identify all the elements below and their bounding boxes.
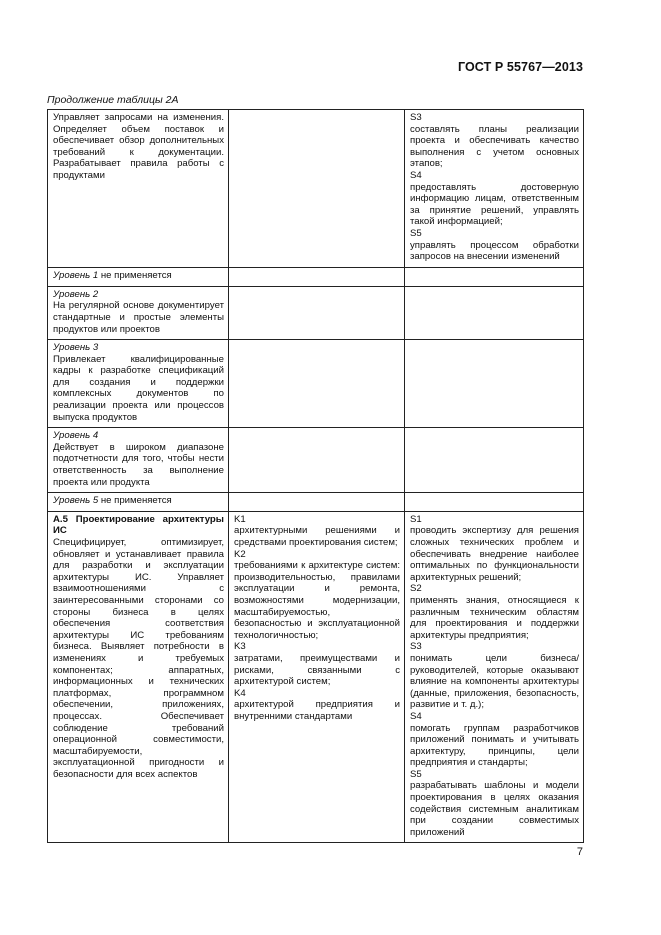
table-cell-knowledge <box>229 428 405 493</box>
skill-code: S4 <box>410 710 422 722</box>
level-text: На регулярной основе документирует стандартные и простые элементы продуктов или проектов <box>53 300 224 335</box>
level-label: Уровень 3 <box>53 342 99 354</box>
skill-text: разрабатывать шаблоны и модели проектирования в целях оказания содействия системным аналитикам при создании совместимых приложений <box>410 780 579 838</box>
table-cell-description <box>48 340 229 428</box>
table-cell-description <box>48 267 229 286</box>
table-cell-knowledge <box>229 267 405 286</box>
table-cell-description: Управляет запросами на изменения. Определяет объем поставок и обеспечивает обзор дополнительных требований к документации. Разрабатывает правила работы с продуктами <box>48 110 229 268</box>
level-label: Уровень 5 <box>53 495 99 507</box>
knowledge-text: требованиями к архитектуре систем: производительностью, правилами эксплуатации и ремонта, возможностями модернизации, масштабируемостью, безопасностью и эксплуатационной технологичностью; <box>234 560 400 641</box>
table-cell-skills <box>405 267 584 286</box>
table-cell-knowledge <box>229 110 405 268</box>
knowledge-text: архитектурой предприятия и внутренними стандартами <box>234 699 400 722</box>
level-note: не применяется <box>98 495 172 507</box>
table-row <box>48 493 584 512</box>
skill-text: понимать цели бизнеса/руководителей, которые оказывают влияние на компоненты архитектуры (данные, приложения, безопасность, развитие и т. д.); <box>410 652 579 711</box>
table-cell-description <box>48 493 229 512</box>
table-row <box>48 110 584 268</box>
table-cell-skills <box>405 493 584 512</box>
skill-code: S4 <box>410 169 422 181</box>
level-note: не применяется <box>98 269 172 281</box>
knowledge-text: затратами, преимуществами и рисками, связанными с архитектурой систем; <box>234 652 400 688</box>
knowledge-code: K3 <box>234 641 246 653</box>
table-row <box>48 428 584 493</box>
skill-code: S2 <box>410 583 422 595</box>
table-row <box>48 267 584 286</box>
table-cell-skills <box>405 340 584 428</box>
competence-description: Специфицирует, оптимизирует, обновляет и устанавливает правила для разработки и эксплуатации архитектуры ИС. Управляет взаимоотношениями с заинтересованными сторонами со стороны бизнеса в целях обеспечения соответствия архитектуры ИС требованиям бизнеса. Выявляет потребности в изменениях и требуемых компонентах; аппаратных, информационных и технических платформах, программном обеспечении, приложениях, процессах. Обеспечивает соблюдение требований операционной совместимости, масштабируемости, эксплуатационной пригодности и безопасности для всех аспектов <box>53 537 224 780</box>
table-row <box>48 511 584 843</box>
level-label: Уровень 1 <box>53 269 99 281</box>
table-row <box>48 340 584 428</box>
table-cell-description <box>48 428 229 493</box>
table-cell-skills <box>405 428 584 493</box>
page-number: 7 <box>576 846 583 858</box>
knowledge-code: K4 <box>234 687 246 699</box>
competence-title: А.5 Проектирование архитектуры ИС <box>53 513 224 537</box>
table-cell-description <box>48 286 229 339</box>
knowledge-code: K1 <box>234 513 246 525</box>
table-cell-knowledge <box>229 511 405 843</box>
skill-text: проводить экспертизу для решения сложных технических проблем и обеспечивать внедрение наиболее оптимальных по функциональности архитектурных решений; <box>410 525 579 583</box>
table-cell-skills <box>405 286 584 339</box>
skill-text: составлять планы реализации проекта и обеспечивать качество выполнения с учетом основных этапов; <box>410 123 579 170</box>
skill-code: S3 <box>410 112 422 123</box>
table-cell-skills <box>405 110 584 268</box>
skill-text: предоставлять достоверную информацию лицам, ответственным за принятие решений, управлять такой информацией; <box>410 181 579 228</box>
skill-text: управлять процессом обработки запросов на внесении изменений <box>410 239 579 263</box>
skill-code: S3 <box>410 641 422 653</box>
skill-code: S5 <box>410 227 422 239</box>
level-text: Действует в широком диапазоне подотчетности для того, чтобы нести ответственность за выполнение проекта или продукта <box>53 441 224 488</box>
level-text: Привлекает квалифицированные кадры к разработке спецификаций для создания и поддержки комплексных документов по реализации проекта или процессов выпуска продуктов <box>53 353 224 423</box>
skill-text: применять знания, относящиеся к различным техническим областям для проектирования и поддержки архитектуры предприятия; <box>410 594 579 641</box>
table-cell-description <box>48 511 229 843</box>
table-cell-knowledge <box>229 493 405 512</box>
table-caption: Продолжение таблицы 2А <box>47 94 179 106</box>
competence-table <box>47 109 584 843</box>
knowledge-code: K2 <box>234 548 246 560</box>
table-row <box>48 286 584 339</box>
knowledge-text: архитектурными решениями и средствами проектирования систем; <box>234 525 400 548</box>
document-standard-number: ГОСТ Р 55767—2013 <box>457 60 583 74</box>
level-label: Уровень 2 <box>53 288 99 300</box>
skill-code: S1 <box>410 513 422 525</box>
table-cell-knowledge <box>229 340 405 428</box>
level-label: Уровень 4 <box>53 430 99 442</box>
table-cell-skills <box>405 511 584 843</box>
table-cell-knowledge <box>229 286 405 339</box>
skill-code: S5 <box>410 768 422 780</box>
skill-text: помогать группам разработчиков приложений понимать и учитывать архитектуру, принципы, цели предприятия и стандарты; <box>410 722 579 769</box>
